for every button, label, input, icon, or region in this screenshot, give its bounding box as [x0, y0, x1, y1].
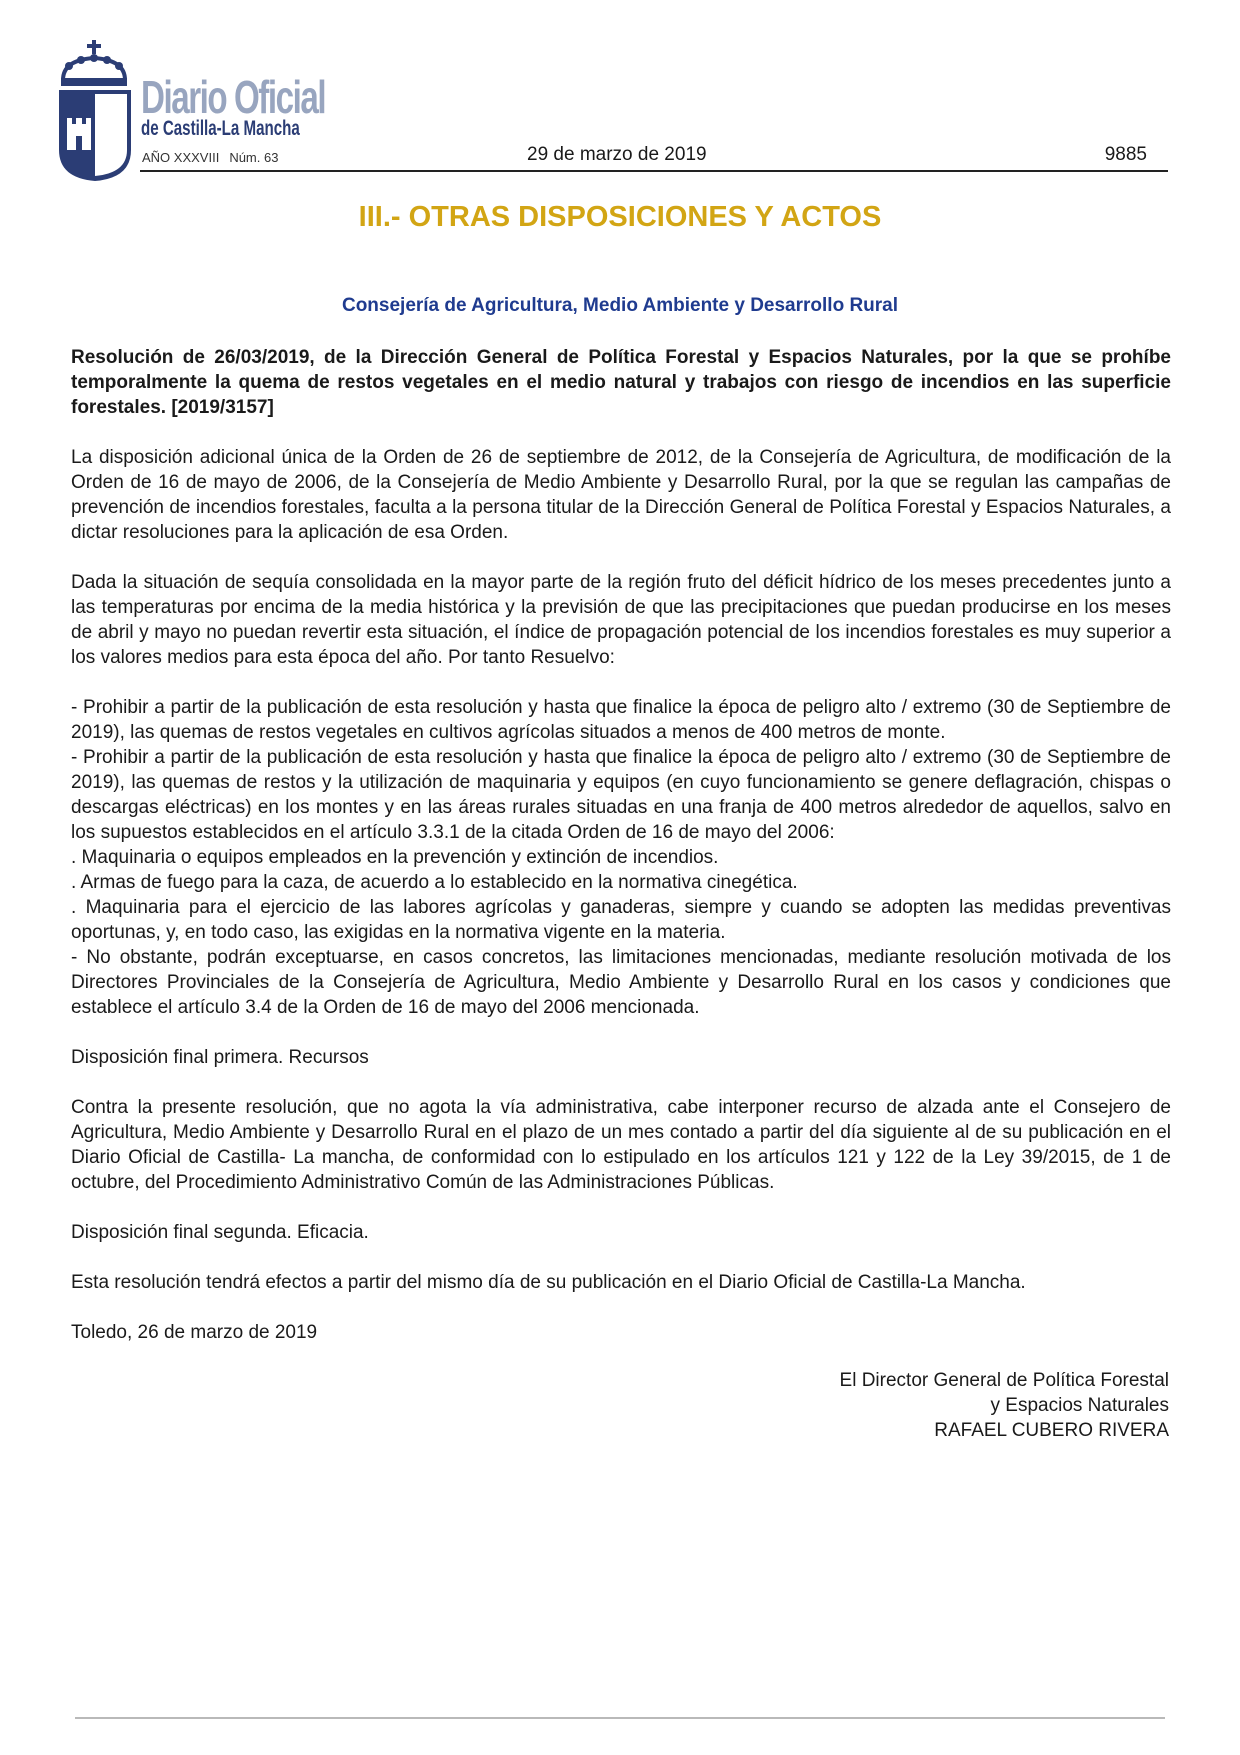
masthead-title-line2: de Castilla-La Mancha: [141, 117, 300, 140]
list-item: - Prohibir a partir de la publicación de esta resolución y hasta que finalice la época de peligro alto / extremo (30 de Septiembre de 2019), las quemas de restos vegetales en cultivos agrícolas situados a menos de 400 metros de monte.: [71, 697, 1171, 743]
paragraph: Dada la situación de sequía consolidada en la mayor parte de la región fruto del déficit hídrico de los meses precedentes junto a las temperaturas por encima de la media histórica y la previsión de que las precipitaciones que puedan producirse en los meses de abril y mayo no puedan revertir esta situación, el índice de propagación potencial de los incendios forestales es muy superior a los valores medios para esta época del año. Por tanto Resuelvo:: [71, 572, 1171, 668]
list-item: . Maquinaria para el ejercicio de las labores agrícolas y ganaderas, siempre y cuando se adopten las medidas preventivas oportunas, y, en todo caso, las exigidas en la normativa vigente en la materia.: [71, 897, 1171, 943]
issue-info: [142, 150, 278, 165]
year-label: AÑO XXXVIII: [142, 150, 220, 165]
paragraph: La disposición adicional única de la Orden de 26 de septiembre de 2012, de la Consejería de Agricultura, de modificación de la Orden de 16 de mayo de 2006, de la Consejería de Medio Ambiente y Desarrollo Rural, por la que se regulan las campañas de prevención de incendios forestales, faculta a la persona titular de la Dirección General de Política Forestal y Espacios Naturales, a dictar resoluciones para la aplicación de esa Orden.: [71, 447, 1171, 543]
section-heading: Disposición final primera. Recursos: [71, 1047, 369, 1068]
masthead-title: [141, 71, 397, 140]
section-heading: Disposición final segunda. Eficacia.: [71, 1222, 369, 1243]
signatory-title-cont: y Espacios Naturales: [990, 1395, 1169, 1416]
signatory-name: RAFAEL CUBERO RIVERA: [934, 1420, 1169, 1441]
list-item: . Maquinaria o equipos empleados en la prevención y extinción de incendios.: [71, 847, 719, 868]
resolution-title: Resolución de 26/03/2019, de la Dirección General de Política Forestal y Espacios Naturales, por la que se prohíbe temporalmente la quema de restos vegetales en el medio natural y trabajos con riesgo de incendios en las superficie forestales. [2019/3157]: [71, 347, 1171, 418]
header-divider: [140, 170, 1168, 172]
footer-divider: [75, 1717, 1165, 1719]
list-item: - No obstante, podrán exceptuarse, en casos concretos, las limitaciones mencionadas, mediante resolución motivada de los Directores Provinciales de la Consejería de Agricultura, Medio Ambiente y Desarrollo Rural en los casos y condiciones que establece el artículo 3.4 de la Orden de 16 de mayo del 2006 mencionada.: [71, 947, 1171, 1018]
paragraph: Esta resolución tendrá efectos a partir del mismo día de su publicación en el Diario Oficial de Castilla-La Mancha.: [71, 1272, 1026, 1293]
place-date: Toledo, 26 de marzo de 2019: [71, 1322, 318, 1343]
department-heading: Consejería de Agricultura, Medio Ambiente y Desarrollo Rural: [341, 295, 899, 316]
publication-date: 29 de marzo de 2019: [527, 144, 707, 165]
list-item: . Armas de fuego para la caza, de acuerdo a lo establecido en la normativa cinegética.: [71, 872, 798, 893]
paragraph: Contra la presente resolución, que no agota la vía administrativa, cabe interponer recurso de alzada ante el Consejero de Agricultura, Medio Ambiente y Desarrollo Rural en el plazo de un mes contado a partir del día siguiente al de su publicación en el Diario Oficial de Castilla- La mancha, de conformidad con lo estipulado en los artículos 121 y 122 de la Ley 39/2015, de 1 de octubre, del Procedimiento Administrativo Común de las Administraciones Públicas.: [71, 1097, 1171, 1193]
signatory-title: El Director General de Política Forestal: [839, 1370, 1169, 1391]
section-title: III.- OTRAS DISPOSICIONES Y ACTOS: [358, 201, 882, 233]
masthead-title-line1: Diario Oficial: [141, 71, 326, 123]
signature-block: [840, 1368, 1169, 1443]
list-item: - Prohibir a partir de la publicación de esta resolución y hasta que finalice la época de peligro alto / extremo (30 de Septiembre de 2019), las quemas de restos y la utilización de maquinaria y equipos (en cuyo funcionamiento se genere deflagración, chispas o descargas eléctricas) en los montes y en las áreas rurales situadas en una franja de 400 metros alrededor de aquellos, salvo en los supuestos establecidos en el artículo 3.3.1 de la citada Orden de 16 de mayo del 2006:: [71, 747, 1171, 843]
document-body: [71, 345, 1171, 1370]
issue-number: Núm. 63: [229, 150, 279, 165]
page-number: 9885: [1104, 144, 1147, 165]
castilla-la-mancha-coat-of-arms-icon: [55, 38, 135, 183]
